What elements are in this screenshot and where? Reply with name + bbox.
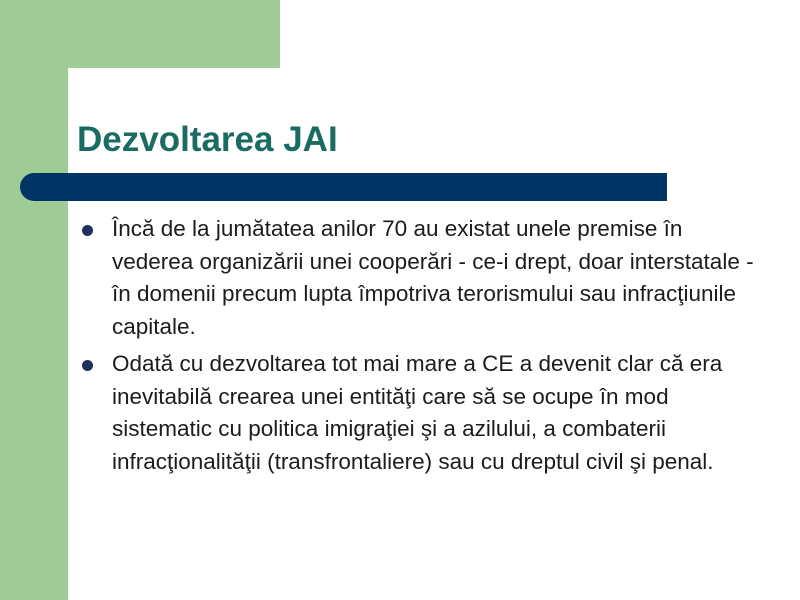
bullet-list <box>80 213 760 483</box>
slide-title: Dezvoltarea JAI <box>77 120 338 159</box>
title-underline-bar <box>20 173 667 201</box>
green-sidebar-decoration <box>0 0 68 600</box>
bullet-item <box>80 348 760 478</box>
green-top-decoration <box>0 0 280 68</box>
bullet-text: Încă de la jumătatea anilor 70 au existat unele premise în vederea organizării unei cooperări - ce-i drept, doar interstatale - în domenii precum lupta împotriva terorismului sau infracţiunile capitale. <box>112 216 754 339</box>
bullet-text: Odată cu dezvoltarea tot mai mare a CE a devenit clar că era inevitabilă crearea unei entităţi care să se ocupe în mod sistematic cu politica imigraţiei şi a azilului, a combaterii infracţionalităţii (transfrontaliere) sau cu dreptul civil şi penal. <box>112 351 723 474</box>
bullet-dot-icon <box>82 360 93 371</box>
bullet-item <box>80 213 760 343</box>
bullet-dot-icon <box>82 225 93 236</box>
